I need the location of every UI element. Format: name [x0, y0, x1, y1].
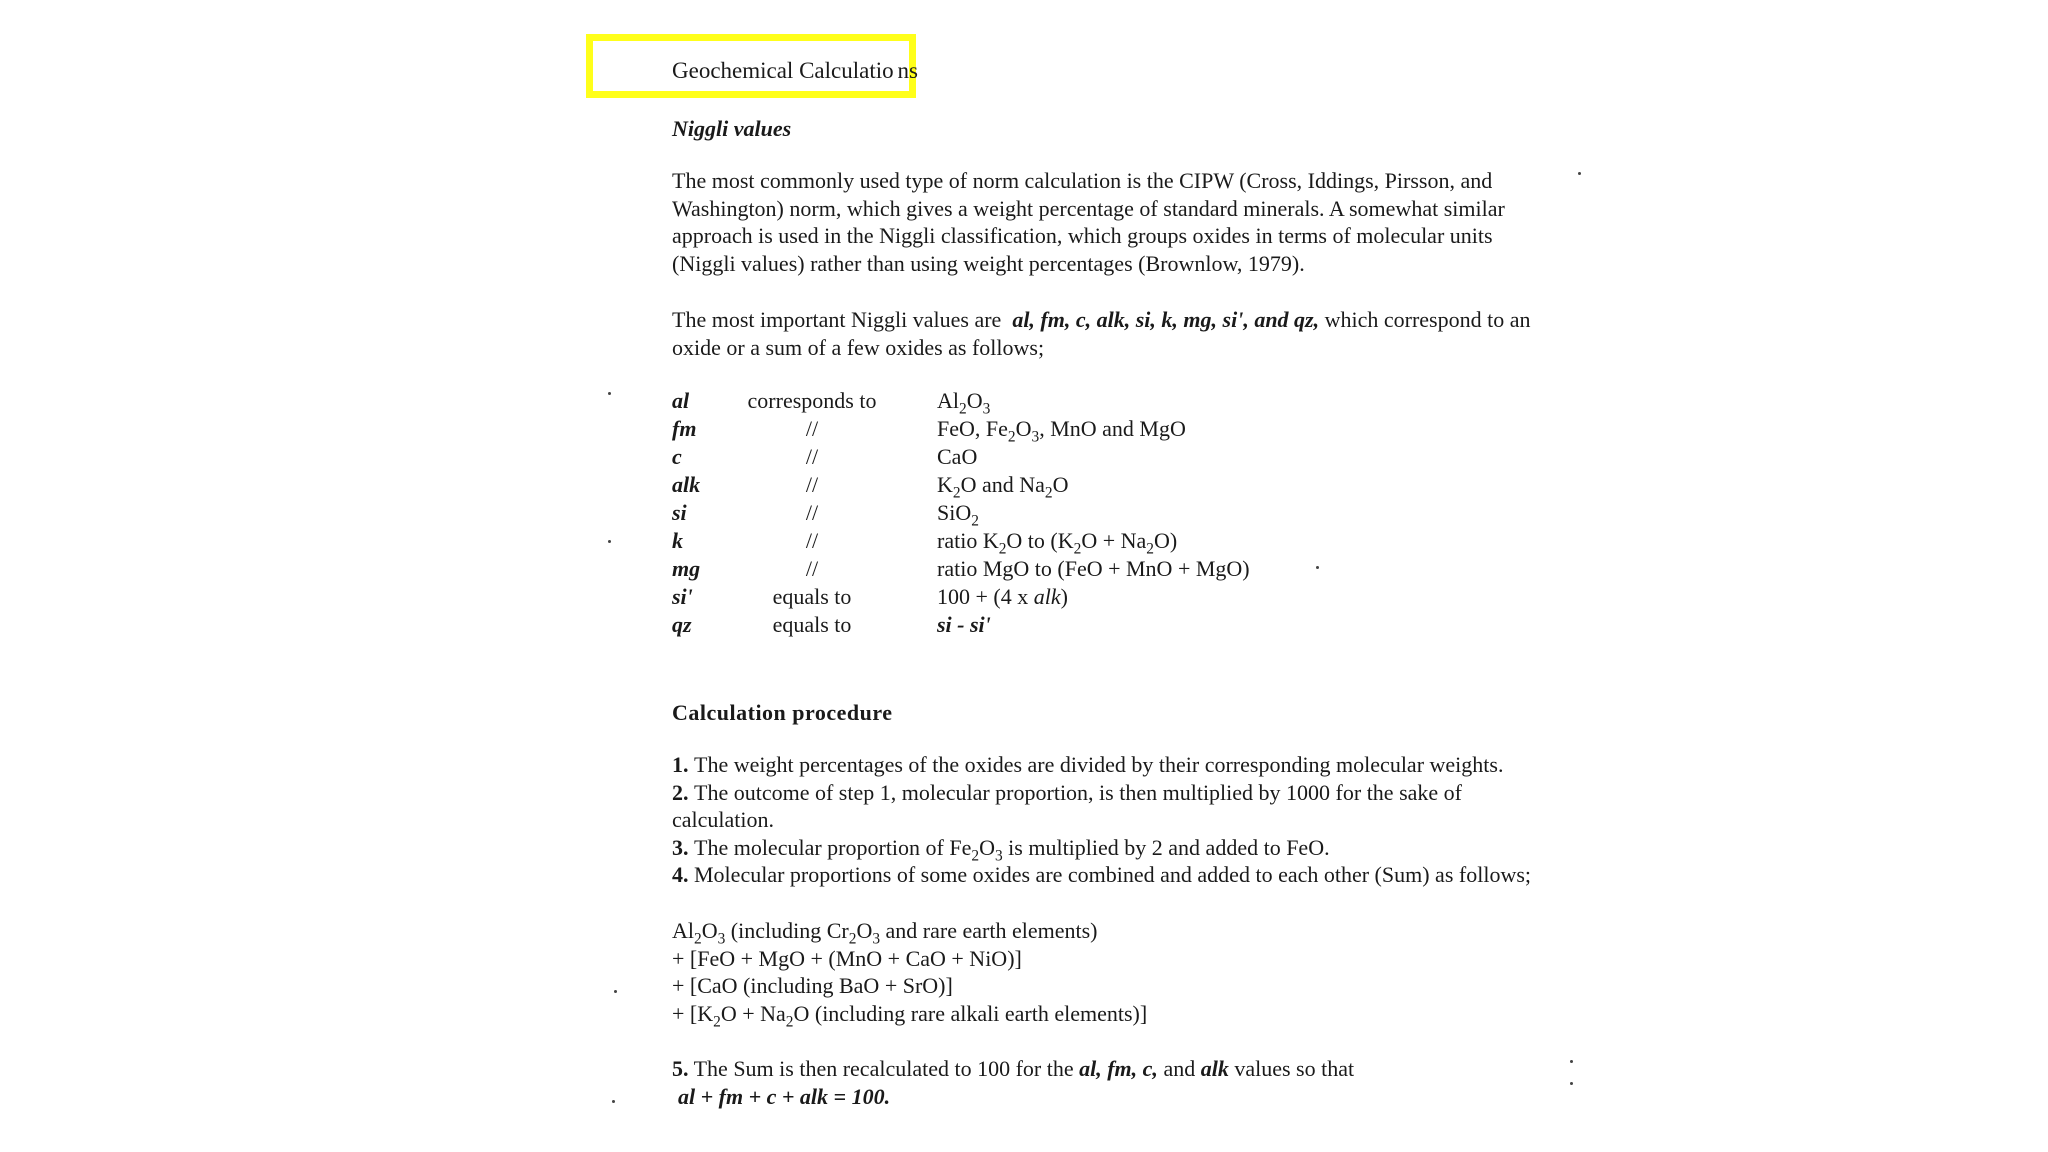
scan-speck — [614, 990, 617, 993]
intro-line: (Niggli values) rather than using weight percentages (Brownlow, 1979). — [672, 250, 1305, 276]
definition-symbol: si — [672, 500, 687, 525]
definition-row — [672, 444, 1372, 472]
definition-row — [672, 584, 1372, 612]
important-line-2: oxide or a sum of a few oxides as follows; — [672, 334, 1045, 360]
important-line — [672, 306, 1632, 334]
document-title: Geochemical Calculatio ns — [672, 58, 918, 83]
procedure-heading: Calculation procedure — [672, 700, 893, 725]
step5-equation: al + fm + c + alk = 100. — [678, 1083, 891, 1109]
definition-value: 100 + (4 x alk) — [937, 584, 1068, 609]
procedure-step: 3. The molecular proportion of $Fe_2O_3$ is multiplied by 2 and added to FeO. — [672, 834, 1330, 864]
definition-value: SiO$_2$ — [937, 500, 979, 530]
scan-speck — [608, 392, 611, 395]
definition-relation: // — [805, 472, 819, 497]
definition-symbol: k — [672, 528, 683, 553]
definition-symbol: mg — [672, 556, 701, 581]
procedure-step: calculation. — [672, 807, 775, 832]
definition-symbol: fm — [672, 416, 697, 441]
step5-prefix: The Sum is then recalculated to 100 for the — [693, 1056, 1074, 1081]
definition-relation: // — [805, 416, 819, 441]
important-values-paragraph — [672, 306, 1632, 361]
step-5 — [672, 1055, 1632, 1110]
step5-suffix: values so that — [1234, 1056, 1355, 1081]
definition-row — [672, 612, 1372, 640]
step-number: 4. — [672, 862, 694, 887]
procedure-step: 2. The outcome of step 1, molecular proportion, is then multiplied by 1000 for the sake of — [672, 779, 1462, 805]
definition-row — [672, 500, 1372, 528]
definition-relation: equals to — [772, 612, 852, 637]
step5-number: 5. — [672, 1056, 689, 1081]
scan-speck — [1316, 566, 1319, 569]
definition-symbol: alk — [672, 472, 701, 497]
definition-relation: // — [805, 444, 819, 469]
definition-row — [672, 472, 1372, 500]
intro-line: The most commonly used type of norm calculation is the CIPW (Cross, Iddings, Pirsson, and — [672, 168, 1493, 193]
step-number: 3. — [672, 834, 694, 860]
definition-relation: // — [805, 528, 819, 553]
definition-value: CaO — [937, 444, 978, 469]
definition-value: $K_2O$ and $Na_2O$ — [937, 472, 1069, 502]
definition-value: $Al_2O_3$ — [937, 388, 991, 418]
definition-value: ratio $K_2O$ to $(K_2O + Na_2O)$ — [937, 528, 1178, 558]
sum-line: + [CaO (including BaO + SrO)] — [672, 973, 953, 998]
definition-row — [672, 388, 1372, 416]
intro-line: approach is used in the Niggli classification, which groups oxides in terms of molecular units — [672, 223, 1493, 248]
step5-alk: alk — [1200, 1056, 1229, 1081]
important-vars: al, fm, c, alk, si, k, mg, si', and qz, — [1012, 307, 1320, 332]
definition-value: si - si' — [937, 612, 991, 637]
important-prefix: The most important Niggli values are — [672, 307, 1002, 332]
step-number: 1. — [672, 752, 694, 777]
niggli-intro-paragraph — [672, 167, 1632, 277]
step5-vars: al, fm, c, — [1079, 1056, 1158, 1081]
definition-symbol: si' — [672, 584, 693, 609]
sum-line: + [$K_2O + Na_2O$ (including rare alkali earth elements)] — [672, 1000, 1148, 1030]
procedure-steps — [672, 751, 1632, 889]
definition-row — [672, 556, 1372, 584]
sum-line: + [FeO + MgO + (MnO + CaO + NiO)] — [672, 945, 1022, 971]
sum-line: $Al_2O_3$ (including $Cr_2O_3$ and rare earth elements) — [672, 918, 1098, 948]
procedure-step: 4. Molecular proportions of some oxides are combined and added to each other (Sum) as follows; — [672, 862, 1531, 887]
step5-line — [672, 1055, 1632, 1083]
definition-symbol: c — [672, 444, 682, 469]
definition-relation: // — [805, 556, 819, 581]
step-number: 2. — [672, 779, 694, 805]
important-suffix: which correspond to an — [1324, 307, 1531, 332]
procedure-step: 1. The weight percentages of the oxides are divided by their corresponding molecular weights. — [672, 752, 1504, 777]
definition-row — [672, 528, 1372, 556]
sum-formula — [672, 917, 1632, 1030]
definition-relation: // — [805, 500, 819, 525]
scan-speck — [1570, 1060, 1573, 1063]
definition-symbol: al — [672, 388, 690, 413]
definition-symbol: qz — [672, 612, 692, 637]
definition-row — [672, 416, 1372, 444]
intro-line: Washington) norm, which gives a weight percentage of standard minerals. A somewhat similar — [672, 195, 1505, 221]
step5-and: and — [1163, 1056, 1196, 1081]
niggli-heading: Niggli values — [672, 116, 792, 141]
definition-value: ratio MgO to (FeO + MnO + MgO) — [937, 556, 1250, 581]
scan-speck — [1570, 1082, 1573, 1085]
scan-speck — [1578, 172, 1581, 175]
definition-value: FeO, $Fe_2O_3$, MnO and MgO — [937, 416, 1186, 446]
scan-speck — [608, 540, 611, 543]
definition-relation: corresponds to — [747, 388, 877, 413]
definition-relation: equals to — [772, 584, 852, 609]
scan-speck — [612, 1100, 615, 1103]
